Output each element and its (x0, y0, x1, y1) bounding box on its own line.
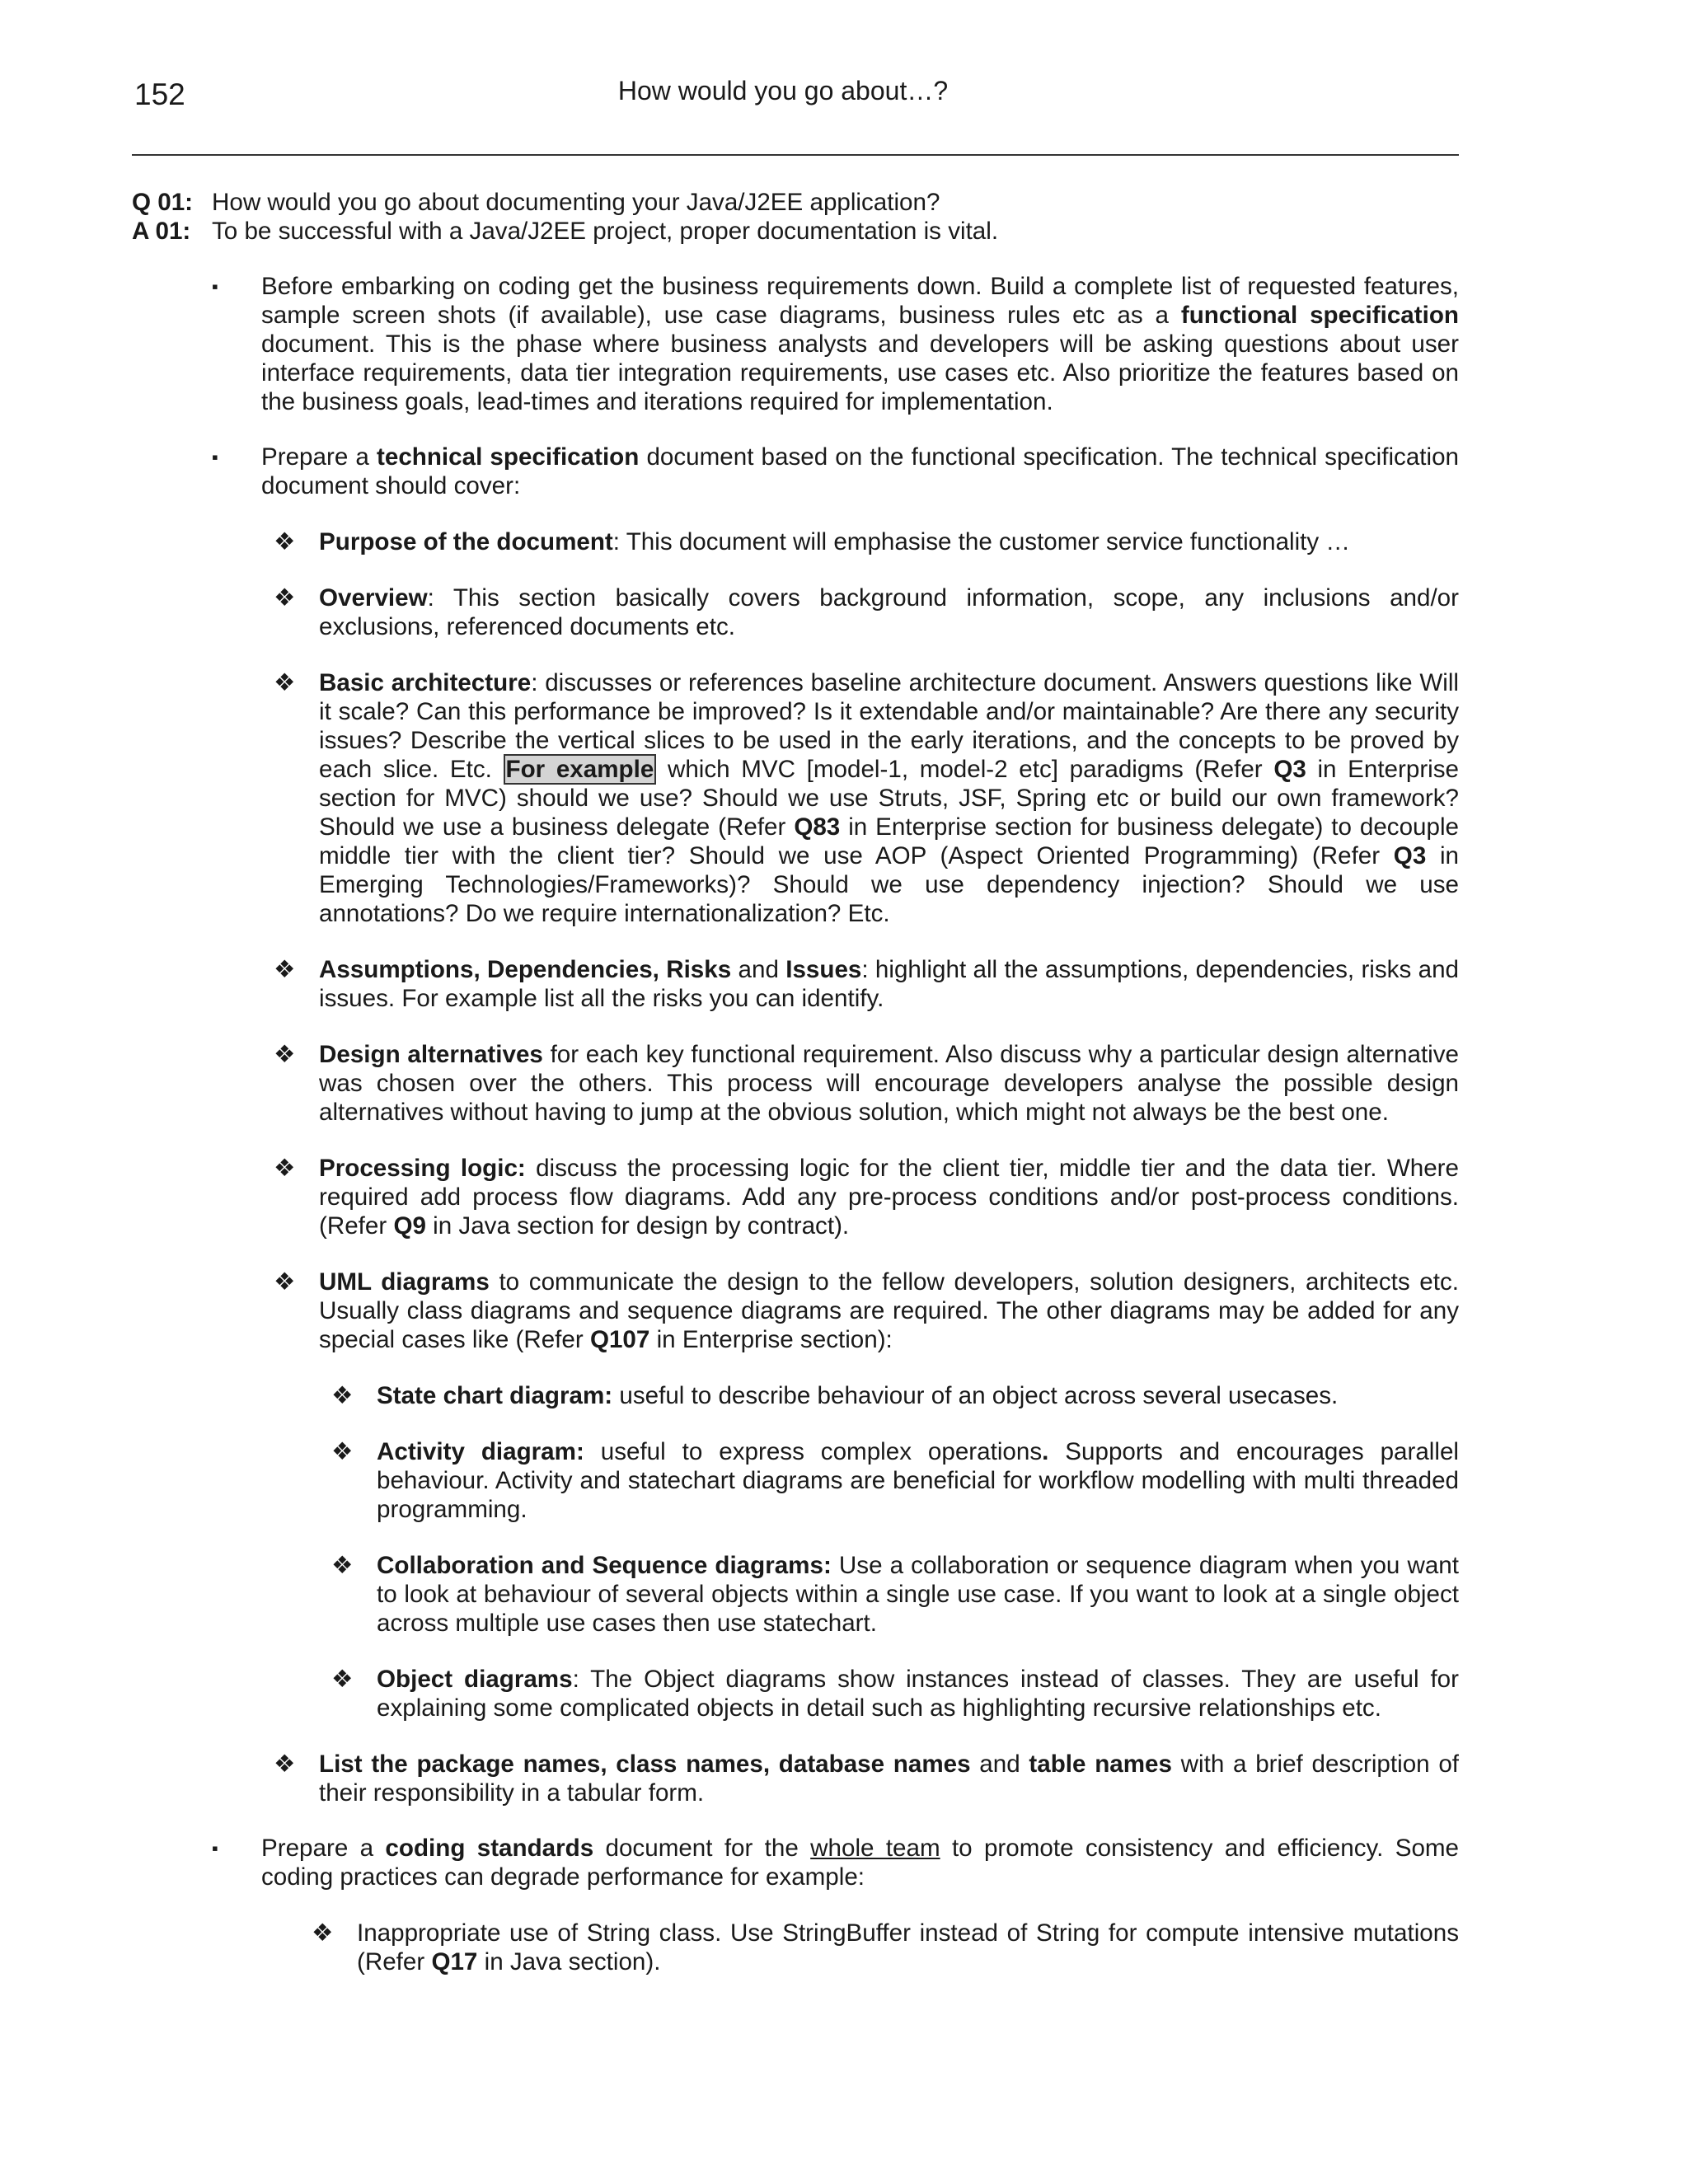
list-item-overview: ❖ Overview: This section basically covers background information, scope, any inclusions and/or exclusions, referenced documents etc. (274, 584, 1459, 640)
answer-text: To be successful with a Java/J2EE project, proper documentation is vital. (212, 218, 999, 245)
list-item-design-alternatives: ❖ Design alternatives for each key functional requirement. Also discuss why a particular design alternative was chosen over the others. This process will encourage developers analyse the possible design alternatives without having to jump at the obvious solution, which might not always be the best one. (274, 1041, 1460, 1126)
diamond-bullet-icon: ❖ (331, 1666, 354, 1693)
diamond-bullet-icon: ❖ (274, 1041, 296, 1068)
answer (132, 217, 1459, 246)
square-bullet-icon: ▪ (212, 447, 218, 467)
list-item-processing-logic: ❖ Processing logic: discuss the processing logic for the client tier, middle tier and the data tier. Where required add process flow diagrams. Add any pre-process conditions and/or post-process conditions. (Refer Q9 in Java section for design by contract). (274, 1155, 1459, 1240)
diamond-bullet-icon: ❖ (274, 584, 296, 612)
diamond-bullet-icon: ❖ (331, 1382, 354, 1409)
answer-label: A 01: (132, 218, 191, 245)
list-item-object-diagrams: ❖ Object diagrams: The Object diagrams show instances instead of classes. They are useful for explaining some complicated objects in detail such as highlighting recursive relationships etc. (331, 1666, 1459, 1722)
highlighted-term: For example (504, 754, 657, 785)
list-item-uml-diagrams: ❖ UML diagrams to communicate the design to the fellow developers, solution designers, architects etc. Usually class diagrams and sequence diagrams are required. The other diagrams may be added for any special cases like (Refer Q107 in Enterprise section): (274, 1268, 1460, 1353)
header-rule (132, 154, 1459, 156)
question (132, 188, 1459, 217)
diamond-bullet-icon: ❖ (331, 1438, 354, 1465)
running-title: How would you go about…? (617, 76, 949, 105)
page-number: 152 (134, 77, 185, 111)
list-item-technical-specification: ▪ Prepare a technical specification document based on the functional specification. The technical specification document should cover: (212, 443, 1459, 499)
question-label: Q 01: (132, 189, 194, 216)
list-item-activity-diagram: ❖ Activity diagram: useful to express complex operations. Supports and encourages parallel behaviour. Activity and statechart diagrams are beneficial for workflow modelling with multi threaded programming. (331, 1438, 1459, 1523)
list-item-assumptions: ❖ Assumptions, Dependencies, Risks and Issues: highlight all the assumptions, dependencies, risks and issues. For example list all the risks you can identify. (274, 956, 1459, 1012)
list-item-purpose: ❖ Purpose of the document: This document will emphasise the customer service functionality … (274, 528, 1351, 555)
list-item-string-usage: ❖ Inappropriate use of String class. Use StringBuffer instead of String for compute intensive mutations (Refer Q17 in Java section). (312, 1919, 1459, 1975)
diamond-bullet-icon: ❖ (274, 1268, 296, 1296)
square-bullet-icon: ▪ (212, 276, 218, 297)
list-item-list-names: ❖ List the package names, class names, database names and table names with a brief description of their responsibility in a tabular form. (274, 1750, 1460, 1807)
underlined-term: whole team (810, 1835, 940, 1862)
square-bullet-icon: ▪ (212, 1838, 218, 1858)
list-item-coding-standards: ▪ Prepare a coding standards document for the whole team to promote consistency and efficiency. Some coding practices can degrade performance for example: (212, 1835, 1460, 1891)
list-item-business-requirements: ▪ Before embarking on coding get the business requirements down. Build a complete list of requested features, sample screen shots (if available), use case diagrams, business rules etc as a functional specification document. This is the phase where business analysts and developers will be asking questions about user interface requirements, data tier integration requirements, use cases etc. Also prioritize the features based on the business goals, lead-times and iterations required for implementation. (212, 273, 1459, 415)
list-item-basic-architecture: ❖ Basic architecture: discusses or references baseline architecture document. Answers questions like Will it scale? Can this performance be improved? Is it extendable and/or maintainable? Are there any security issues? Describe the vertical slices to be used in the early iterations, and the concepts to be proved by each slice. Etc. For example which MVC [model-1, model-2 etc] paradigms (Refer Q3 in Enterprise section for MVC) should we use? Should we use Struts, JSF, Spring etc or build our own framework? Should we use a business delegate (Refer Q83 in Enterprise section for business delegate) to decouple middle tier with the client tier? Should we use AOP (Aspect Oriented Programming) (Refer Q3 in Emerging Technologies/Frameworks)? Should we use dependency injection? Should we use annotations? Do we require internationalization? Etc. (274, 669, 1460, 927)
list-item-collaboration-diagrams: ❖ Collaboration and Sequence diagrams: Use a collaboration or sequence diagram when you want to look at behaviour of several objects within a single use case. If you want to look at a single object across multiple use cases then use statechart. (331, 1552, 1459, 1637)
diamond-bullet-icon: ❖ (274, 956, 296, 983)
diamond-bullet-icon: ❖ (331, 1552, 354, 1579)
diamond-bullet-icon: ❖ (274, 1750, 296, 1778)
diamond-bullet-icon: ❖ (274, 669, 296, 696)
list-item-state-chart: ❖ State chart diagram: useful to describe behaviour of an object across several usecases. (331, 1382, 1339, 1409)
diamond-bullet-icon: ❖ (312, 1919, 334, 1947)
question-text: How would you go about documenting your Java/J2EE application? (212, 189, 940, 216)
page-body (132, 188, 1459, 1976)
diamond-bullet-icon: ❖ (274, 1155, 296, 1182)
diamond-bullet-icon: ❖ (274, 528, 296, 555)
